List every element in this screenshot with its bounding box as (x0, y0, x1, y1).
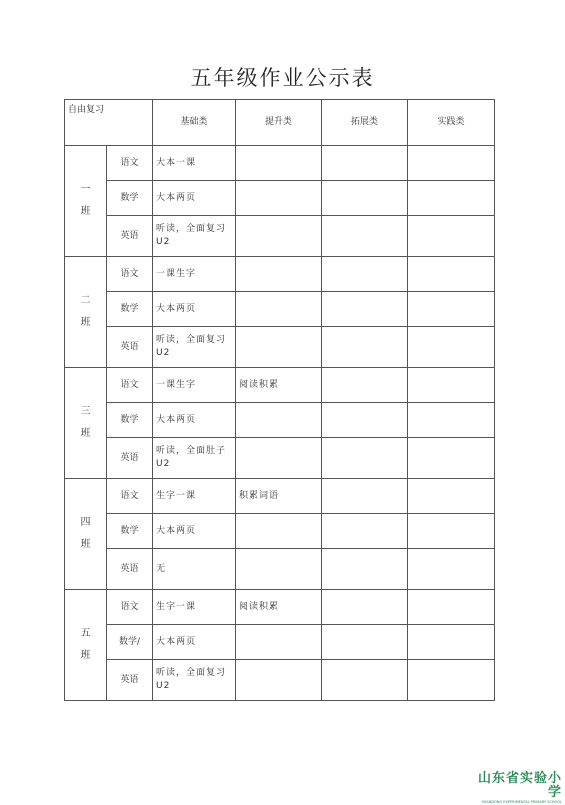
subject-cell: 数学 (107, 181, 153, 216)
header-improve: 提升类 (236, 100, 322, 146)
subject-cell: 数学 (107, 292, 153, 327)
basic-cell: 听读，全面肚子U2 (153, 438, 236, 479)
extend-cell (322, 549, 408, 590)
practice-cell (408, 327, 495, 368)
basic-cell: 一课生字 (153, 368, 236, 403)
school-name-cn: 山东省实验小学 (477, 771, 562, 800)
improve-cell (236, 181, 322, 216)
class-name-line1: 二 (80, 295, 91, 306)
basic-cell: 听读，全面复习U2 (153, 660, 236, 701)
class-name-cell (65, 146, 107, 257)
basic-cell: 听读，全面复习U2 (153, 216, 236, 257)
practice-cell (408, 514, 495, 549)
basic-cell: 无 (153, 549, 236, 590)
extend-cell (322, 257, 408, 292)
class-name-line1: 五 (80, 628, 91, 639)
subject-cell: 英语 (107, 549, 153, 590)
extend-cell (322, 146, 408, 181)
class-name-line1: 四 (80, 517, 91, 528)
subject-cell: 语文 (107, 479, 153, 514)
class-name-cell (65, 590, 107, 701)
table-row (65, 625, 495, 660)
extend-cell (322, 292, 408, 327)
practice-cell (408, 146, 495, 181)
table-row (65, 590, 495, 625)
practice-cell (408, 292, 495, 327)
class-name-line2: 班 (80, 317, 91, 328)
subject-cell: 语文 (107, 368, 153, 403)
subject-cell: 数学 (107, 403, 153, 438)
subject-cell: 语文 (107, 146, 153, 181)
extend-cell (322, 181, 408, 216)
basic-cell: 生字一课 (153, 590, 236, 625)
basic-cell: 大本两页 (153, 514, 236, 549)
extend-cell (322, 590, 408, 625)
basic-cell: 听读，全面复习U2 (153, 327, 236, 368)
extend-cell (322, 479, 408, 514)
basic-cell: 大本两页 (153, 292, 236, 327)
table-row (65, 146, 495, 181)
practice-cell (408, 216, 495, 257)
basic-cell: 一课生字 (153, 257, 236, 292)
improve-cell (236, 216, 322, 257)
table-row (65, 479, 495, 514)
improve-cell (236, 625, 322, 660)
header-row (65, 100, 495, 146)
subject-cell: 英语 (107, 216, 153, 257)
improve-cell: 阅读积累 (236, 590, 322, 625)
table-row (65, 181, 495, 216)
practice-cell (408, 368, 495, 403)
class-name-line2: 班 (80, 428, 91, 439)
basic-cell: 大本两页 (153, 403, 236, 438)
class-name-line1: 三 (80, 406, 91, 417)
table-row (65, 660, 495, 701)
extend-cell (322, 403, 408, 438)
subject-cell: 语文 (107, 590, 153, 625)
improve-cell (236, 292, 322, 327)
extend-cell (322, 368, 408, 403)
basic-cell: 大本两页 (153, 181, 236, 216)
improve-cell (236, 327, 322, 368)
subject-cell: 英语 (107, 660, 153, 701)
class-name-line2: 班 (80, 539, 91, 550)
header-corner: 自由复习 (65, 100, 153, 146)
basic-cell: 大本一课 (153, 146, 236, 181)
extend-cell (322, 216, 408, 257)
improve-cell: 积累词语 (236, 479, 322, 514)
class-name-line1: 一 (80, 184, 91, 195)
basic-cell: 大本两页 (153, 625, 236, 660)
school-logo (470, 772, 562, 805)
practice-cell (408, 479, 495, 514)
practice-cell (408, 257, 495, 292)
improve-cell (236, 549, 322, 590)
extend-cell (322, 327, 408, 368)
practice-cell (408, 181, 495, 216)
table-row (65, 438, 495, 479)
practice-cell (408, 438, 495, 479)
improve-cell (236, 146, 322, 181)
subject-cell: 语文 (107, 257, 153, 292)
class-name-cell (65, 257, 107, 368)
class-name-cell (65, 368, 107, 479)
improve-cell (236, 257, 322, 292)
extend-cell (322, 625, 408, 660)
table-row (65, 368, 495, 403)
basic-cell: 生字一课 (153, 479, 236, 514)
table-row (65, 292, 495, 327)
improve-cell (236, 660, 322, 701)
practice-cell (408, 403, 495, 438)
header-extend: 拓展类 (322, 100, 408, 146)
header-practice: 实践类 (408, 100, 495, 146)
class-name-line2: 班 (80, 650, 91, 661)
page-title: 五年级作业公示表 (190, 66, 375, 90)
improve-cell (236, 514, 322, 549)
extend-cell (322, 660, 408, 701)
table-row (65, 216, 495, 257)
table-row (65, 549, 495, 590)
practice-cell (408, 660, 495, 701)
subject-cell: 英语 (107, 438, 153, 479)
subject-cell: 英语 (107, 327, 153, 368)
table-row (65, 257, 495, 292)
class-name-line2: 班 (80, 206, 91, 217)
practice-cell (408, 590, 495, 625)
school-name-en: SHANDONG EXPERIMENTAL PRIMARY SCHOOL (481, 800, 562, 804)
subject-cell: 数学 (107, 514, 153, 549)
header-basic: 基础类 (153, 100, 236, 146)
subject-cell: 数学/ (107, 625, 153, 660)
improve-cell (236, 403, 322, 438)
table-row (65, 403, 495, 438)
table-row (65, 327, 495, 368)
class-name-cell (65, 479, 107, 590)
homework-table (64, 99, 495, 701)
improve-cell (236, 438, 322, 479)
improve-cell: 阅读积累 (236, 368, 322, 403)
table-row (65, 514, 495, 549)
extend-cell (322, 438, 408, 479)
practice-cell (408, 625, 495, 660)
extend-cell (322, 514, 408, 549)
practice-cell (408, 549, 495, 590)
